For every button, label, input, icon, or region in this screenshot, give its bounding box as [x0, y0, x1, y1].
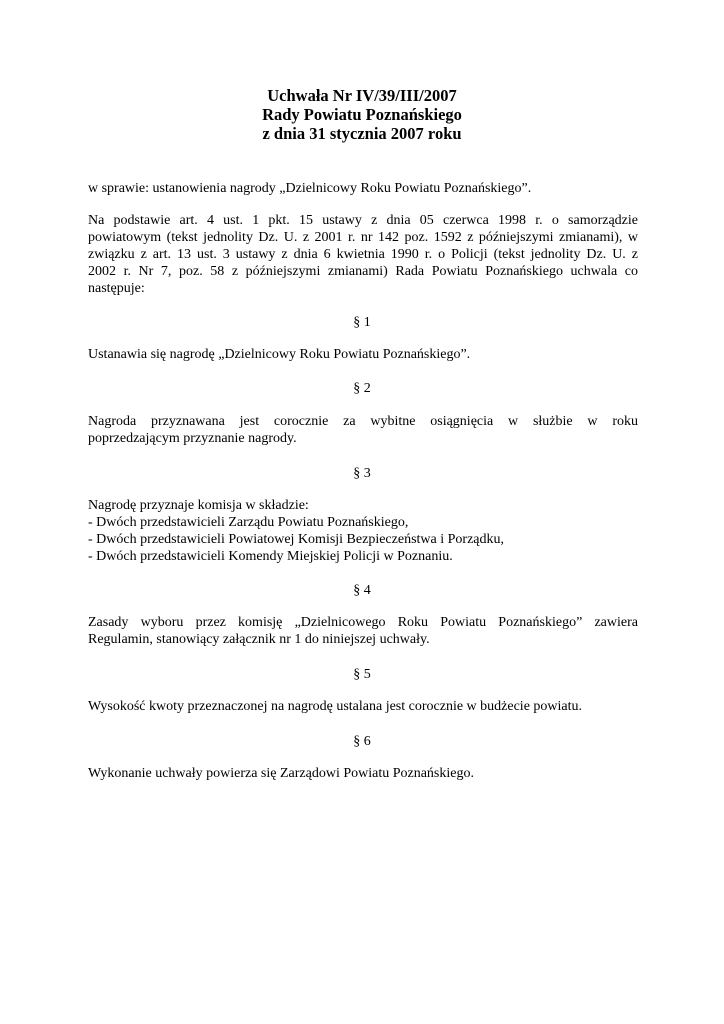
- section-2-line: Nagroda przyznawana jest corocznie za wybitne osiągnięcia w służbie w roku: [88, 414, 638, 429]
- subject-line: w sprawie: ustanowienia nagrody „Dzielnicowy Roku Powiatu Poznańskiego”.: [88, 181, 532, 196]
- preamble-paragraph: [88, 212, 638, 297]
- section-1-text: Ustanawia się nagrodę „Dzielnicowy Roku Powiatu Poznańskiego”.: [88, 347, 471, 362]
- section-4-heading: § 4: [353, 583, 371, 598]
- section-3-intro: Nagrodę przyznaje komisja w składzie:: [88, 498, 309, 513]
- section-1-heading: § 1: [353, 315, 371, 330]
- section-2-heading: § 2: [353, 381, 371, 396]
- section-3-list-item: - Dwóch przedstawicieli Powiatowej Komisji Bezpieczeństwa i Porządku,: [88, 532, 504, 547]
- section-5-heading: § 5: [353, 667, 371, 682]
- section-3-list-item: - Dwóch przedstawicieli Zarządu Powiatu Poznańskiego,: [88, 515, 409, 530]
- section-4-line: Zasady wyboru przez komisję „Dzielnicowego Roku Powiatu Poznańskiego” zawiera: [88, 615, 638, 630]
- document-title: [0, 86, 724, 143]
- section-2-line: poprzedzającym przyznanie nagrody.: [88, 431, 297, 446]
- section-3-heading: § 3: [353, 466, 371, 481]
- section-5-text: Wysokość kwoty przeznaczonej na nagrodę ustalana jest corocznie w budżecie powiatu.: [88, 699, 583, 714]
- preamble-line: Na podstawie art. 4 ust. 1 pkt. 15 ustawy z dnia 05 czerwca 1998 r. o samorządzie: [88, 213, 638, 228]
- preamble-line: powiatowym (tekst jednolity Dz. U. z 2001 r. nr 142 poz. 1592 z późniejszymi zmianami), w: [88, 230, 638, 245]
- section-2-paragraph: [88, 413, 638, 447]
- preamble-line: związku z art. 13 ust. 3 ustawy z dnia 6 kwietnia 1990 r. o Policji (tekst jednolity Dz. U. z: [88, 247, 638, 262]
- preamble-line: następuje:: [88, 281, 145, 296]
- section-4-line: Regulamin, stanowiący załącznik nr 1 do niniejszej uchwały.: [88, 632, 430, 647]
- section-3-list-item: - Dwóch przedstawicieli Komendy Miejskiej Policji w Poznaniu.: [88, 549, 453, 564]
- preamble-line: 2002 r. Nr 7, poz. 58 z późniejszymi zmianami) Rada Powiatu Poznańskiego uchwala co: [88, 264, 638, 279]
- title-line-council: Rady Powiatu Poznańskiego: [262, 105, 462, 124]
- section-3-list: [88, 497, 638, 565]
- section-4-paragraph: [88, 614, 638, 648]
- title-line-resolution-number: Uchwała Nr IV/39/III/2007: [267, 86, 457, 105]
- section-6-text: Wykonanie uchwały powierza się Zarządowi Powiatu Poznańskiego.: [88, 766, 474, 781]
- title-line-date: z dnia 31 stycznia 2007 roku: [262, 124, 462, 143]
- section-6-heading: § 6: [353, 734, 371, 749]
